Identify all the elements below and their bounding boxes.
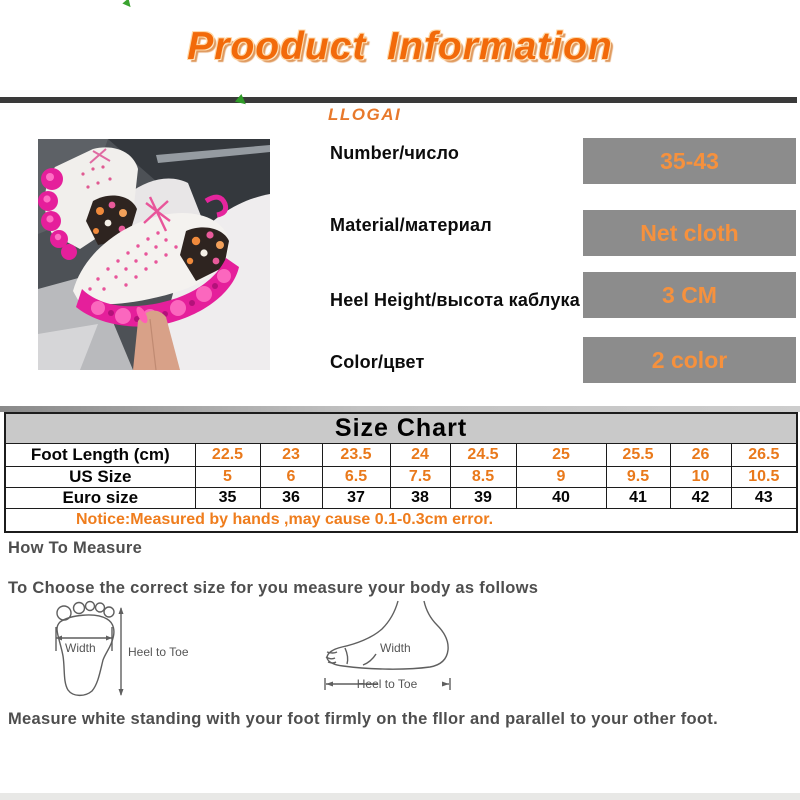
spec-value-material: Net cloth	[583, 210, 796, 256]
spec-label-color: Color/цвет	[330, 352, 425, 372]
us-size-row	[5, 467, 797, 488]
size-cell: 26.5	[731, 444, 797, 467]
size-chart-title: Size Chart	[5, 413, 797, 444]
size-cell: 6.5	[322, 467, 390, 488]
size-cell: 40	[516, 488, 606, 509]
title-divider	[0, 97, 797, 103]
size-cell: 10.5	[731, 467, 797, 488]
foot-side-view-diagram	[325, 601, 450, 691]
size-cell: 9	[516, 467, 606, 488]
size-cell: 42	[670, 488, 731, 509]
size-cell: 36	[260, 488, 322, 509]
heel-to-toe-label: Heel to Toe	[128, 645, 189, 659]
foot-top-view-diagram	[56, 602, 189, 697]
spec-label-heel-height: Heel Height/высота каблука	[330, 290, 580, 310]
size-cell: 23	[260, 444, 322, 467]
row-label-us-size: US Size	[5, 467, 195, 488]
brand-name: LLOGAI	[328, 105, 402, 124]
page-title: Prooduct Information	[187, 25, 613, 68]
spec-value-color: 2 color	[583, 337, 796, 383]
size-cell: 23.5	[322, 444, 390, 467]
euro-size-row	[5, 488, 797, 509]
notice-text: Notice:Measured by hands ,may cause 0.1-0.3cm error.	[5, 509, 797, 533]
notice-row	[5, 509, 797, 533]
spec-label-material: Material/материал	[330, 215, 492, 235]
size-cell: 38	[390, 488, 450, 509]
size-cell: 35	[195, 488, 260, 509]
size-cell: 6	[260, 467, 322, 488]
size-chart-header-row	[5, 413, 797, 444]
size-cell: 22.5	[195, 444, 260, 467]
row-label-foot-length: Foot Length (cm)	[5, 444, 195, 467]
spec-label-number: Number/число	[330, 143, 460, 163]
size-cell: 37	[322, 488, 390, 509]
size-cell: 9.5	[606, 467, 670, 488]
heel-to-toe-label: Heel to Toe	[356, 677, 418, 691]
size-cell: 39	[450, 488, 516, 509]
size-cell: 7.5	[390, 467, 450, 488]
size-cell: 5	[195, 467, 260, 488]
size-cell: 26	[670, 444, 731, 467]
size-cell: 24	[390, 444, 450, 467]
spec-value-heel-height: 3 CM	[583, 272, 796, 318]
size-cell: 41	[606, 488, 670, 509]
bottom-edge-strip	[0, 793, 800, 800]
size-cell: 25.5	[606, 444, 670, 467]
how-to-measure-heading: How To Measure	[8, 539, 143, 557]
measure-footnote: Measure white standing with your foot firmly on the fllor and parallel to your other foot.	[8, 710, 718, 728]
width-label: Width	[380, 641, 411, 655]
width-label: Width	[65, 641, 96, 655]
size-cell: 10	[670, 467, 731, 488]
size-cell: 43	[731, 488, 797, 509]
size-chart-table	[4, 412, 798, 533]
row-label-euro-size: Euro size	[5, 488, 195, 509]
green-arrow-icon	[122, 0, 133, 10]
size-cell: 8.5	[450, 467, 516, 488]
measure-instruction: To Choose the correct size for you measure your body as follows	[8, 579, 539, 597]
size-cell: 25	[516, 444, 606, 467]
product-photo	[38, 139, 270, 370]
foot-measure-diagrams	[40, 598, 470, 705]
spec-value-number: 35-43	[583, 138, 796, 184]
size-cell: 24.5	[450, 444, 516, 467]
foot-length-row	[5, 444, 797, 467]
